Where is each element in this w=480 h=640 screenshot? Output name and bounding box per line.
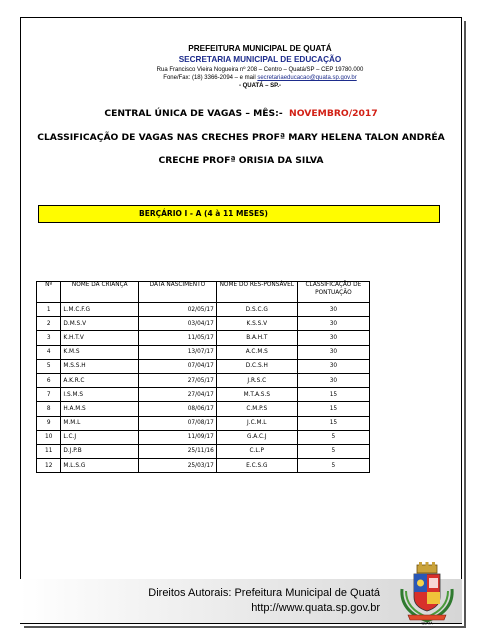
cell-child-name: D.J.P.B xyxy=(61,444,139,458)
table-row xyxy=(37,345,370,359)
cell-guardian: J.R.S.C xyxy=(216,373,297,387)
header-contact xyxy=(60,75,460,81)
cell-birth-date: 25/11/16 xyxy=(139,444,217,458)
cell-score: 15 xyxy=(297,388,369,402)
cell-number: 10 xyxy=(37,430,61,444)
header-child-name: NOME DA CRIANÇA xyxy=(61,282,139,303)
cell-birth-date: 07/04/17 xyxy=(139,359,217,373)
table-row xyxy=(37,388,370,402)
table-row xyxy=(37,317,370,331)
cell-guardian: M.T.A.S.S xyxy=(216,388,297,402)
cell-score: 30 xyxy=(297,303,369,317)
cell-child-name: K.H.T.V xyxy=(61,331,139,345)
cell-number: 3 xyxy=(37,331,61,345)
cell-number: 8 xyxy=(37,402,61,416)
cell-number: 6 xyxy=(37,373,61,387)
table-row xyxy=(37,444,370,458)
cell-score: 30 xyxy=(297,317,369,331)
cell-guardian: J.C.M.L xyxy=(216,416,297,430)
cell-number: 5 xyxy=(37,359,61,373)
contact-phone: Fone/Fax: (18) 3366-2094 – e mail xyxy=(163,75,258,81)
title-line-1 xyxy=(20,108,462,119)
header-score: CLASSIFICAÇÃO DE PONTUAÇÃO xyxy=(297,282,369,303)
cell-guardian: K.S.S.V xyxy=(216,317,297,331)
cell-number: 4 xyxy=(37,345,61,359)
section-label: BERÇÁRIO I - A (4 à 11 MESES) xyxy=(38,205,440,223)
title-line-1-prefix: CENTRAL ÚNICA DE VAGAS – MÊS:- xyxy=(104,108,283,119)
title-line-2: CLASSIFICAÇÃO DE VAGAS NAS CRECHES PROFª MARY HELENA TALON ANDRÉA xyxy=(37,132,445,143)
cell-number: 1 xyxy=(37,303,61,317)
cell-child-name: L.C.J xyxy=(61,430,139,444)
table-row xyxy=(37,402,370,416)
cell-guardian: G.A.C.J xyxy=(216,430,297,444)
crest-label: QUATÁ xyxy=(421,621,433,625)
cell-guardian: C.M.P.S xyxy=(216,402,297,416)
cell-guardian: E.C.S.G xyxy=(216,459,297,473)
cell-score: 5 xyxy=(297,459,369,473)
cell-birth-date: 11/05/17 xyxy=(139,331,217,345)
cell-score: 30 xyxy=(297,373,369,387)
cell-birth-date: 07/08/17 xyxy=(139,416,217,430)
cell-score: 30 xyxy=(297,345,369,359)
footer-copyright: Direitos Autorais: Prefeitura Municipal de Quatá xyxy=(148,587,380,599)
table-body xyxy=(37,303,370,473)
cell-child-name: M.S.S.H xyxy=(61,359,139,373)
cell-score: 30 xyxy=(297,331,369,345)
cell-guardian: D.C.S.H xyxy=(216,359,297,373)
classification-table xyxy=(36,281,370,473)
table-header-row xyxy=(37,282,370,303)
cell-guardian: C.L.P xyxy=(216,444,297,458)
cell-birth-date: 02/05/17 xyxy=(139,303,217,317)
cell-birth-date: 03/04/17 xyxy=(139,317,217,331)
cell-score: 30 xyxy=(297,359,369,373)
cell-number: 11 xyxy=(37,444,61,458)
header-birth-date: DATA NASCIMENTO xyxy=(139,282,217,303)
cell-birth-date: 25/03/17 xyxy=(139,459,217,473)
header-guardian: NOME DO RES-PONSÁVEL xyxy=(216,282,297,303)
cell-guardian: B.A.H.T xyxy=(216,331,297,345)
header-num: Nº xyxy=(37,282,61,303)
cell-child-name: K.M.S xyxy=(61,345,139,359)
table-row xyxy=(37,416,370,430)
header-dept: SECRETARIA MUNICIPAL DE EDUCAÇÃO xyxy=(178,55,342,64)
cell-score: 5 xyxy=(297,430,369,444)
cell-child-name: M.L.S.G xyxy=(61,459,139,473)
header-address: Rua Francisco Vieira Nogueira nº 208 – Centro – Quatá/SP – CEP 19780.000 xyxy=(156,67,364,73)
table-row xyxy=(37,303,370,317)
municipal-crest-icon xyxy=(398,561,456,625)
cell-child-name: L.M.C.F.G xyxy=(61,303,139,317)
cell-child-name: I.S.M.S xyxy=(61,388,139,402)
cell-number: 9 xyxy=(37,416,61,430)
header-org: PREFEITURA MUNICIPAL DE QUATÁ xyxy=(188,44,332,53)
header-city: - QUATÁ – SP.- xyxy=(238,83,282,89)
table-row xyxy=(37,331,370,345)
cell-birth-date: 11/09/17 xyxy=(139,430,217,444)
title-month: NOVEMBRO/2017 xyxy=(289,108,378,119)
cell-child-name: H.A.M.S xyxy=(61,402,139,416)
cell-birth-date: 13/07/17 xyxy=(139,345,217,359)
cell-number: 2 xyxy=(37,317,61,331)
cell-number: 7 xyxy=(37,388,61,402)
cell-score: 15 xyxy=(297,402,369,416)
table-row xyxy=(37,373,370,387)
cell-guardian: D.S.C.G xyxy=(216,303,297,317)
cell-guardian: A.C.M.S xyxy=(216,345,297,359)
cell-child-name: D.M.S.V xyxy=(61,317,139,331)
title-line-3: CRECHE PROFª ORISIA DA SILVA xyxy=(158,155,324,166)
table-row xyxy=(37,430,370,444)
footer-url[interactable]: http://www.quata.sp.gov.br xyxy=(251,602,380,614)
cell-birth-date: 27/05/17 xyxy=(139,373,217,387)
cell-score: 5 xyxy=(297,444,369,458)
cell-score: 15 xyxy=(297,416,369,430)
cell-number: 12 xyxy=(37,459,61,473)
email-link[interactable]: secretariaeducacao@quata.sp.gov.br xyxy=(257,75,357,81)
table-row xyxy=(37,459,370,473)
cell-birth-date: 08/06/17 xyxy=(139,402,217,416)
cell-child-name: M.M.L xyxy=(61,416,139,430)
cell-birth-date: 27/04/17 xyxy=(139,388,217,402)
table-row xyxy=(37,359,370,373)
cell-child-name: A.K.R.C xyxy=(61,373,139,387)
footer-bar xyxy=(20,579,462,623)
